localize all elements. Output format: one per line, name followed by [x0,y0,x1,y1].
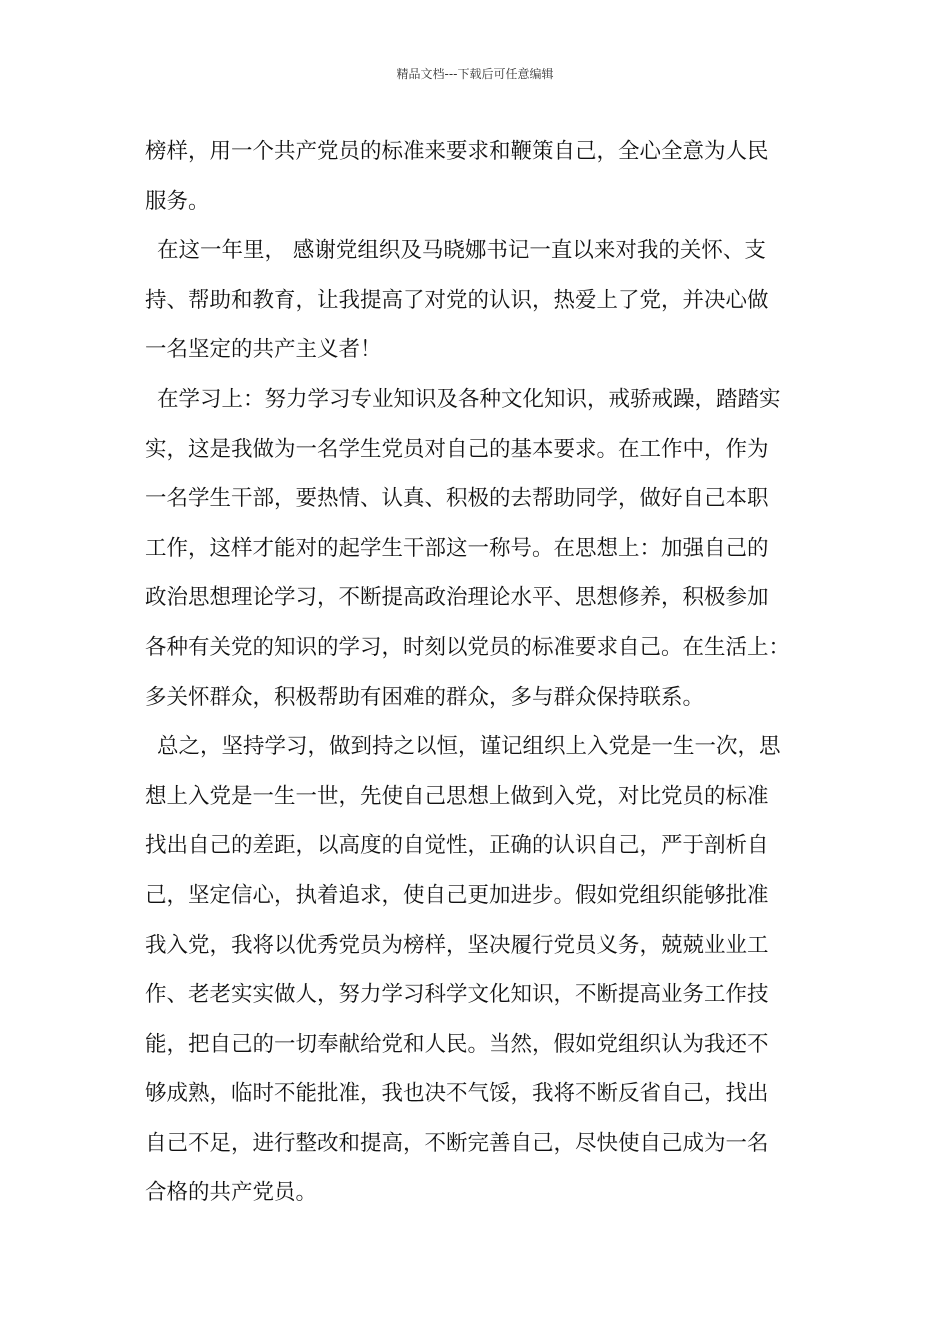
text-line: 服务。 [145,188,210,214]
text-line: 一名坚定的共产主义者！ [145,337,382,363]
text-line: 一名学生干部，要热情、认真、积极的去帮助同学，做好自己本职 [145,486,769,512]
text-line: 多关怀群众，积极帮助有困难的群众，多与群众保持联系。 [145,684,705,710]
text-line: 总之，坚持学习，做到持之以恒，谨记组织上入党是一生一次，思 [157,734,781,760]
text-line: 够成熟，临时不能批准，我也决不气馁，我将不断反省自己，找出 [145,1081,769,1107]
text-line: 在这一年里， 感谢党组织及马晓娜书记一直以来对我的关怀、支 [157,238,766,264]
text-line: 实，这是我做为一名学生党员对自己的基本要求。在工作中，作为 [145,436,769,462]
text-line: 找出自己的差距，以高度的自觉性，正确的认识自己，严于剖析自 [145,833,769,859]
text-line: 在学习上：努力学习专业知识及各种文化知识，戒骄戒躁，踏踏实 [157,386,781,412]
text-line: 各种有关党的知识的学习，时刻以党员的标准要求自己。在生活上： [145,634,791,660]
text-line: 工作，这样才能对的起学生干部这一称号。在思想上：加强自己的 [145,535,769,561]
text-line: 榜样，用一个共产党员的标准来要求和鞭策自己，全心全意为人民 [145,139,769,164]
text-line: 想上入党是一生一世，先使自己思想上做到入党，对比党员的标准 [145,783,769,809]
text-line: 我入党，我将以优秀党员为榜样，坚决履行党员义务，兢兢业业工 [145,932,769,958]
page-header: 精品文档---下载后可任意编辑 [396,67,554,81]
text-line: 政治思想理论学习，不断提高政治理论水平、思想修养，积极参加 [145,585,769,611]
text-line: 持、帮助和教育，让我提高了对党的认识，热爱上了党，并决心做 [145,287,769,313]
text-line: 自己不足，进行整改和提高，不断完善自己，尽快使自己成为一名 [145,1130,769,1156]
text-line: 作、老老实实做人，努力学习科学文化知识，不断提高业务工作技 [145,982,769,1008]
text-line: 己，坚定信心，执着追求，使自己更加进步。假如党组织能够批准 [145,882,769,908]
text-line: 合格的共产党员。 [145,1180,318,1206]
text-line: 能，把自己的一切奉献给党和人民。当然，假如党组织认为我还不 [145,1031,769,1057]
document-body [145,127,825,1218]
